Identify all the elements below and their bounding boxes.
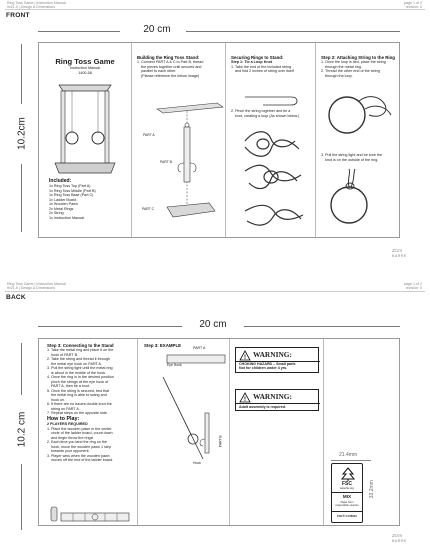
players-required: 2 PLAYERS REQUIRED bbox=[47, 422, 88, 427]
header-subtitle: 9x21.5 | Design & Dimensions bbox=[7, 286, 56, 290]
fold-line-2 bbox=[225, 43, 226, 238]
play-step: 1. Place the wooden pawn in the center bbox=[47, 426, 112, 431]
label-part-c: PART C bbox=[142, 207, 155, 211]
dim-line-top bbox=[21, 44, 22, 104]
connecting-step: is about in the middle of the hook. bbox=[51, 370, 107, 375]
fsc-divider bbox=[332, 511, 362, 512]
svg-text:!: ! bbox=[244, 397, 246, 403]
fold-line-1 bbox=[131, 43, 132, 238]
height-label: 10.2cm bbox=[16, 117, 28, 150]
warning-title: WARNING: bbox=[253, 350, 293, 359]
warning-triangle-icon bbox=[240, 351, 250, 360]
connecting-step: PART A, then tie a knot. bbox=[51, 384, 90, 389]
ring-knot-illustration bbox=[325, 169, 385, 229]
fsc-dim-width: 21.4mm bbox=[339, 452, 358, 458]
included-item: 2x Metal Rings bbox=[49, 206, 74, 211]
dim-line-right bbox=[186, 31, 400, 32]
fold-line-1 bbox=[137, 339, 138, 526]
cover-subtitle: Instruction Manual bbox=[69, 66, 101, 70]
play-step: and begin throw the rings! bbox=[51, 435, 94, 440]
footer-code: BARRE bbox=[392, 254, 407, 258]
example-part-b: PART B bbox=[218, 435, 223, 448]
attaching-step: knot is on the outside of the ring. bbox=[325, 157, 379, 162]
footer-code: BARRE bbox=[392, 539, 407, 543]
fsc-mix: MIX bbox=[342, 494, 352, 499]
section-label-back: BACK bbox=[6, 294, 26, 301]
connecting-step: 3. Pull the string tight until the metal ring bbox=[47, 366, 113, 371]
fold-line-3 bbox=[323, 339, 324, 526]
width-label: 20 cm bbox=[143, 24, 171, 35]
cover-model: 1400-58 bbox=[78, 70, 92, 75]
fold-string-illustration bbox=[243, 92, 301, 106]
header-divider bbox=[5, 291, 425, 292]
securing-section bbox=[231, 55, 315, 74]
svg-text:!: ! bbox=[244, 355, 246, 361]
attaching-step: 1. Once the loop is tied, place the string bbox=[321, 60, 386, 65]
width-label: 20 cm bbox=[199, 319, 227, 330]
header-page: page 1 of 2 bbox=[404, 282, 422, 286]
attaching-step: 2. Thread the other end of the string bbox=[321, 69, 380, 74]
connecting-step: string on PART A. bbox=[51, 406, 80, 411]
warning-text: Adult assembly is required. bbox=[239, 405, 286, 409]
header-title: Ring Toss Game | Instruction Manual bbox=[7, 282, 66, 286]
connecting-step: the metal eye hook on PART A. bbox=[51, 361, 103, 366]
how-to-play-heading: How to Play: bbox=[47, 415, 80, 422]
included-section bbox=[49, 179, 129, 220]
footer-brand: Zcrm bbox=[392, 533, 402, 538]
connecting-step: hook of PART B. bbox=[51, 352, 79, 357]
included-item: 1x Ladder Board bbox=[49, 197, 77, 202]
included-item: 1x Ring Toss Middle (Part B) bbox=[49, 188, 96, 193]
connecting-step: 1. Take the metal ring and place it on the bbox=[47, 348, 114, 353]
warning-text: Not for children under 4 yrs. bbox=[239, 366, 288, 370]
warning-divider bbox=[236, 403, 320, 404]
cover-title: Ring Toss Game bbox=[55, 57, 115, 66]
play-step: 2. Each time you land the ring on the bbox=[47, 440, 108, 445]
connecting-step: 2. Take the string and thread it through bbox=[47, 357, 111, 362]
warning-title: WARNING: bbox=[253, 392, 293, 401]
play-step: moves off the end of the ladder board. bbox=[51, 458, 114, 463]
warning-assembly bbox=[235, 389, 319, 411]
play-step: circle of the ladder board, count down bbox=[51, 431, 113, 436]
connecting-step: 5. Once the string is secured, test that bbox=[47, 388, 110, 393]
building-heading: Building the Ring Toss Stand: bbox=[137, 55, 200, 60]
header-revision: revision: 0 bbox=[405, 5, 422, 9]
fsc-label: FSC bbox=[342, 481, 352, 487]
attaching-section bbox=[321, 55, 399, 78]
building-step: (Please reference the below image) bbox=[141, 73, 200, 78]
included-item: 1x Instruction Manual bbox=[49, 215, 85, 220]
connecting-section bbox=[47, 343, 135, 463]
attaching-step: through the loop. bbox=[325, 73, 353, 78]
securing-step1-heading: Step 1: Tie a Loop Knot bbox=[231, 60, 273, 65]
connecting-step: pinch the strings at the eye hook of bbox=[51, 379, 109, 384]
connecting-step: hook on. bbox=[51, 397, 66, 402]
fold-line-2 bbox=[229, 339, 230, 526]
fsc-code: FSC® C178910 bbox=[337, 514, 357, 518]
attaching-heading: Step 2: Attaching String to the Ring bbox=[321, 55, 395, 60]
fsc-dim-line bbox=[331, 460, 371, 461]
attaching-step: 3. Pull the string tight and be sure the bbox=[321, 153, 383, 157]
included-item: 2x String bbox=[49, 211, 64, 216]
securing-step: knot, creating a loop (As shown below.) bbox=[235, 113, 300, 118]
fold-line-3 bbox=[315, 43, 316, 238]
page-front bbox=[0, 0, 430, 270]
warning-choking bbox=[235, 347, 319, 373]
fsc-divider bbox=[332, 492, 362, 493]
example-diagram bbox=[143, 351, 227, 471]
connecting-heading: Step 3: Connecting to the Stand bbox=[47, 343, 114, 348]
dim-line-bottom bbox=[21, 164, 22, 232]
header-revision: revision: 0 bbox=[405, 286, 422, 290]
securing-step: 2. Pinch the string together and tie a bbox=[231, 109, 291, 113]
dim-line-left bbox=[38, 326, 182, 327]
building-step: the pieces together until secured and bbox=[141, 64, 202, 69]
header-divider bbox=[5, 9, 425, 10]
label-part-b: PART B bbox=[160, 160, 172, 164]
building-step: 1. Connect PART A & C to Part B, thread bbox=[137, 60, 204, 65]
fsc-dim-height: 33.2mm bbox=[368, 480, 375, 499]
front-panel bbox=[38, 42, 400, 238]
connecting-step: 4. Once the ring is in the desired position bbox=[47, 375, 114, 380]
securing-step: and fold 2 inches of string over itself bbox=[235, 69, 294, 74]
warning-triangle-icon bbox=[240, 393, 250, 402]
dim-line-right bbox=[244, 326, 400, 327]
ladder-board-illustration bbox=[49, 507, 133, 523]
play-step: 3. Player wins when the wooden pawn bbox=[47, 453, 110, 458]
building-step: parallel to each other. bbox=[141, 69, 177, 74]
play-step: hook, move the wooden pawn 1 step bbox=[51, 444, 112, 449]
example-hook: Hook bbox=[193, 461, 201, 465]
included-item: 1x Ring Toss Top (Part A) bbox=[49, 184, 91, 189]
play-step: towards your opponent. bbox=[51, 449, 90, 454]
connecting-step: the metal ring is able to swing and bbox=[51, 393, 107, 398]
fsc-logo bbox=[331, 463, 363, 523]
attaching-step: through the metal ring. bbox=[325, 64, 362, 69]
fsc-tree-icon bbox=[340, 467, 356, 481]
fsc-paper1: Paper from bbox=[340, 501, 354, 504]
example-part-a: PART A bbox=[193, 346, 206, 350]
securing-step: 1. Take the end of the included string bbox=[231, 64, 292, 69]
height-label: 10.2 cm bbox=[16, 411, 28, 448]
attaching-step3 bbox=[321, 153, 399, 162]
included-heading: Included: bbox=[49, 178, 72, 184]
included-item: 1x Wooden Pawn bbox=[49, 202, 78, 207]
securing-step2 bbox=[231, 109, 315, 118]
section-label-front: FRONT bbox=[6, 12, 30, 19]
ring-loop-illustration bbox=[325, 87, 395, 139]
fsc-url: www.fsc.org bbox=[340, 487, 354, 490]
connecting-step: 7. Repeat steps on the opposite side. bbox=[47, 411, 108, 416]
warning-text: CHOKING HAZARD – Small parts bbox=[239, 362, 296, 366]
ring-toss-stand-illustration bbox=[53, 85, 117, 175]
loop-knot-illustration bbox=[241, 129, 307, 229]
header-title: Ring Toss Game | Instruction Manual bbox=[7, 1, 66, 5]
header-subtitle: 9x21.5 | Design & Dimensions bbox=[7, 5, 56, 9]
back-panel bbox=[38, 338, 400, 526]
header-page: page 1 of 2 bbox=[404, 1, 422, 5]
label-part-a: PART A bbox=[143, 133, 155, 137]
dim-line-bottom bbox=[21, 464, 22, 530]
dim-line-left bbox=[38, 31, 120, 32]
included-item: 1x Ring Toss Base (Part C) bbox=[49, 193, 94, 198]
building-section bbox=[137, 55, 223, 78]
connecting-step: 6. If there are no issues double knot the bbox=[47, 402, 112, 407]
example-eye-hook: Eye Hook bbox=[167, 363, 182, 367]
example-heading: Step 3: EXAMPLE bbox=[144, 343, 182, 348]
page-back bbox=[0, 280, 430, 547]
fsc-paper2: responsible sources bbox=[335, 504, 359, 507]
footer-brand: Zcrm bbox=[392, 248, 402, 253]
cover bbox=[49, 57, 121, 75]
securing-heading: Securing Rings to Stand: bbox=[231, 55, 284, 60]
dim-line-top bbox=[21, 343, 22, 395]
